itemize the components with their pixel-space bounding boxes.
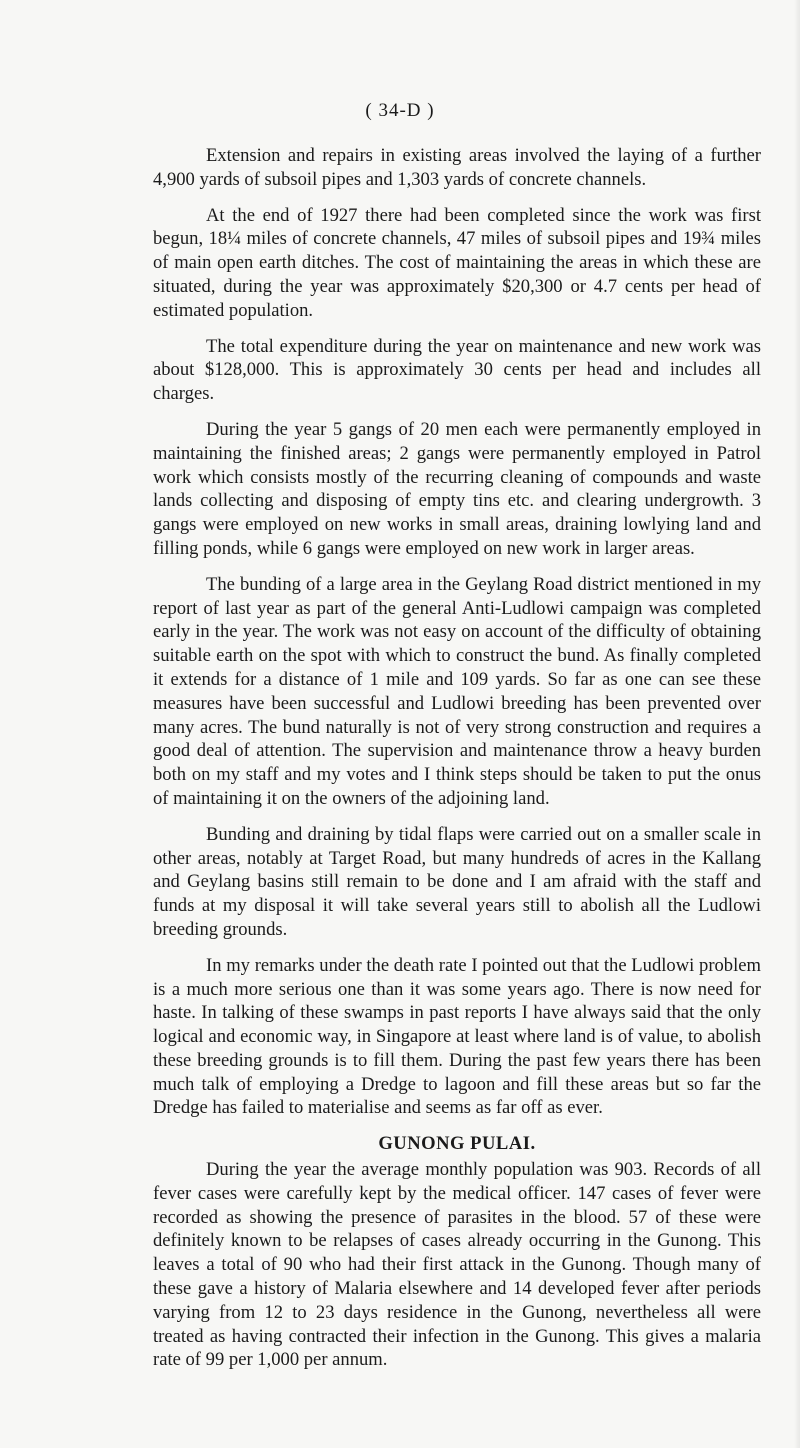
- paragraph-gangs-employed: During the year 5 gangs of 20 men each were permanently employed in maintaining the finished areas; 2 gangs were permanently employed in Patrol work which consists mostly of the recurring cleaning of compounds and waste lands collecting and disposing of empty tins etc. and clearing undergrowth. 3 gangs were employed on new works in small areas, draining lowlying land and filling ponds, while 6 gangs were employed on new work in larger areas.: [153, 418, 761, 559]
- page-edge-shadow: [794, 0, 800, 1448]
- section-heading-gunong-pulai: GUNONG PULAI.: [378, 1133, 536, 1155]
- paragraph-tidal-flaps: Bunding and draining by tidal flaps were carried out on a smaller scale in other areas, notably at Target Road, but many hundreds of acres in the Kallang and Geylang basins still remain to be done and I am afraid with the staff and funds at my disposal it will take several years still to abolish all the Ludlowi breeding grounds.: [153, 823, 761, 940]
- paragraph-completed-works: At the end of 1927 there had been completed since the work was first begun, 18¼ miles of concrete channels, 47 miles of subsoil pipes and 19¾ miles of main open earth ditches. The cost of maintaining the areas in which these are situated, during the year was approximately $20,300 or 4.7 cents per head of estimated population.: [153, 204, 761, 321]
- paragraph-extension-repairs: Extension and repairs in existing areas involved the laying of a further 4,900 yards of subsoil pipes and 1,303 yards of concrete channels.: [153, 145, 761, 190]
- paragraph-geylang-bunding: The bunding of a large area in the Geylang Road district mentioned in my report of last year as part of the general Anti-Ludlowi campaign was completed early in the year. The work was not easy on account of the difficulty of obtaining suitable earth on the spot with which to construct the bund. As finally completed it extends for a distance of 1 mile and 109 yards. So far as one can see these measures have been successful and Ludlowi breeding has been prevented over many acres. The bund naturally is not of very strong construction and requires a good deal of attention. The supervision and maintenance throw a heavy burden both on my staff and my votes and I think steps should be taken to put the onus of maintaining it on the owners of the adjoining land.: [153, 573, 761, 809]
- paragraph-gunong-pulai-malaria: During the year the average monthly population was 903. Records of all fever cases were carefully kept by the medical officer. 147 cases of fever were recorded as showing the presence of parasites in the blood. 57 of these were definitely known to be relapses of cases already occurring in the Gunong. This leaves a total of 90 who had their first attack in the Gunong. Though many of these gave a history of Malaria elsewhere and 14 developed fever after periods varying from 12 to 23 days residence in the Gunong, nevertheless all were treated as having contracted their infection in the Gunong. This gives a malaria rate of 99 per 1,000 per annum.: [153, 1159, 761, 1371]
- page-number: ( 34-D ): [365, 100, 435, 121]
- report-body: [153, 144, 761, 1384]
- paragraph-ludlowi-problem: In my remarks under the death rate I pointed out that the Ludlowi problem is a much more serious one than it was some years ago. There is now need for haste. In talking of these swamps in past reports I have always said that the only logical and economic way, in Singapore at least where land is of value, to abolish these breeding grounds is to fill them. During the past few years there has been much talk of employing a Dredge to lagoon and fill these areas but so far the Dredge has failed to materialise and seems as far off as ever.: [153, 954, 761, 1119]
- paragraph-total-expenditure: The total expenditure during the year on maintenance and new work was about $128,000. This is approximately 30 cents per head and includes all charges.: [153, 335, 761, 405]
